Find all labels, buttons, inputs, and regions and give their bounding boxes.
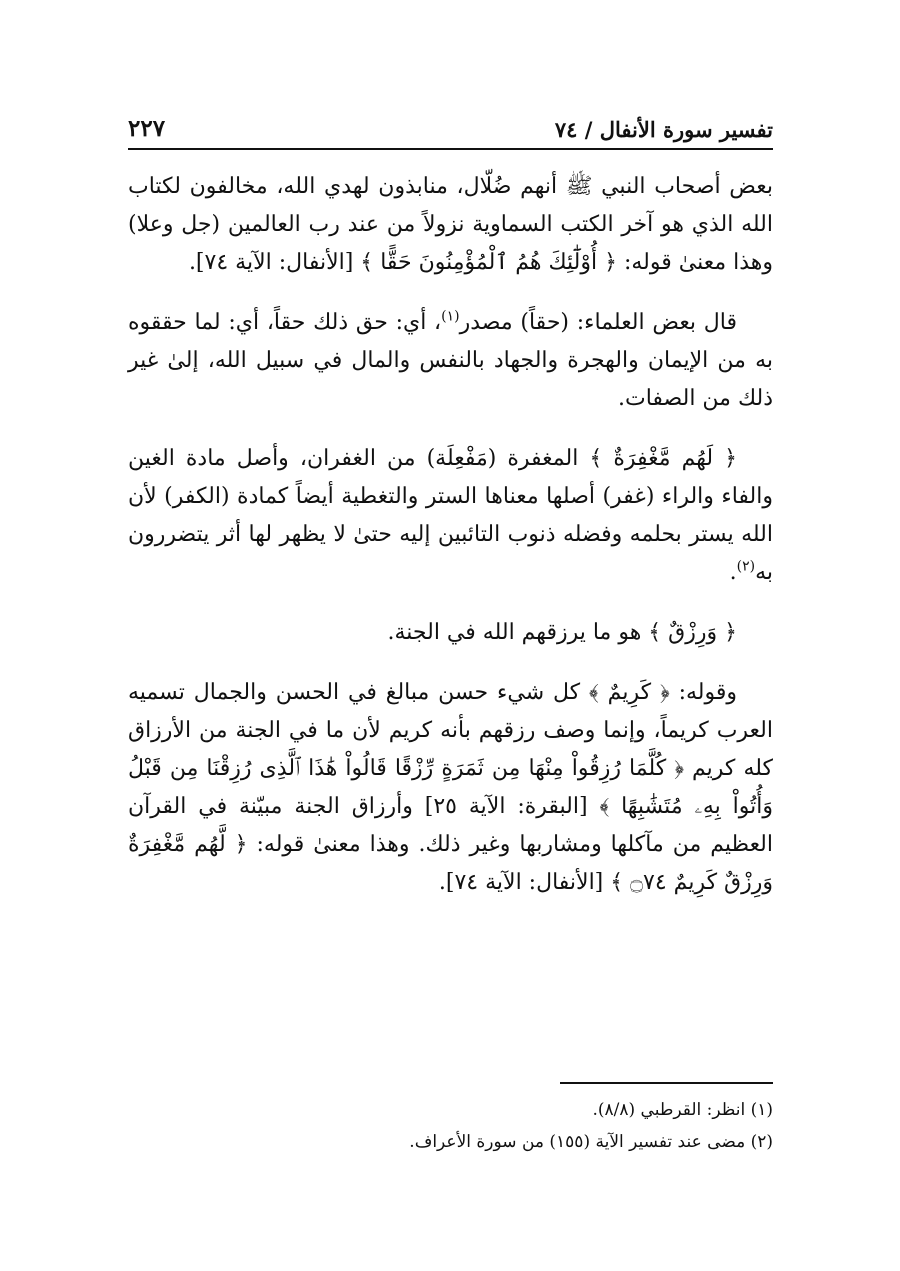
page-number: ٢٢٧ <box>128 115 166 142</box>
footnote-ref-2[interactable]: (٢) <box>736 558 756 575</box>
paragraph-3 <box>128 440 773 592</box>
paragraph-2-text-before: قال بعض العلماء: (حقاً) مصدر <box>459 310 737 335</box>
paragraph-2-text-after: ، أي: حق ذلك حقاً، أي: لما حققوه به من الإيمان والهجرة والجهاد بالنفس والمال في سبيل الله، إلىٰ غير ذلك من الصفات. <box>128 310 773 411</box>
header-title: تفسير سورة الأنفال / ٧٤ <box>554 117 773 142</box>
main-text <box>128 168 773 924</box>
paragraph-3-text-before: ﴿ لَهُم مَّغْفِرَةٌ ﴾ المغفرة (مَفْعِلَة) من الغفران، وأصل مادة الغين والفاء والراء (غفر) أصلها معناها الستر والتغطية أيضاً كمادة (الكفر) لأن الله يستر بحلمه وفضله ذنوب التائبين إليه حتىٰ لا يظهر لها أثر يتضررون به <box>128 446 773 585</box>
paragraph-3-text-after: . <box>729 560 737 585</box>
footnote-divider <box>560 1082 773 1084</box>
footnote-2: (٢) مضى عند تفسير الآية (١٥٥) من سورة الأعراف. <box>409 1132 773 1152</box>
paragraph-5: وقوله: ﴿ كَرِيمٌ ﴾ كل شيء حسن مبالغ في الحسن والجمال تسميه العرب كريماً، وإنما وصف رزقهم بأنه كريم لأن ما في الجنة من الأرزاق كله كريم ﴿ كُلَّمَا رُزِقُواْ مِنْهَا مِن ثَمَرَةٍ رِّزْقًا قَالُواْ هَٰذَا ٱلَّذِى رُزِقْنَا مِن قَبْلُ وَأُتُواْ بِهِۦ مُتَشَٰبِهًا ﴾ [البقرة: الآية ٢٥] وأرزاق الجنة مبيّنة في القرآن العظيم من مآكلها ومشاربها وغير ذلك. وهذا معنىٰ قوله: ﴿ لَّهُم مَّغْفِرَةٌ وَرِزْقٌ كَرِيمٌ ۝٧٤ ﴾ [الأنفال: الآية ٧٤]. <box>128 680 773 895</box>
running-header <box>128 108 773 142</box>
footnote-ref-1[interactable]: (١) <box>441 308 460 325</box>
paragraph-4: ﴿ وَرِزْقٌ ﴾ هو ما يرزقهم الله في الجنة. <box>387 620 737 645</box>
paragraph-2 <box>128 304 773 418</box>
footnote-1: (١) انظر: القرطبي (٨/٨). <box>592 1100 773 1120</box>
header-divider <box>128 148 773 150</box>
footnotes <box>128 1094 773 1158</box>
paragraph-1: بعض أصحاب النبي ﷺ أنهم ضُلّال، منابذون لهدي الله، مخالفون لكتاب الله الذي هو آخر الكتب السماوية نزولاً من عند رب العالمين (جل وعلا) وهذا معنىٰ قوله: ﴿ أُوْلَٰٓئِكَ هُمُ ٱلْمُؤْمِنُونَ حَقًّا ﴾ [الأنفال: الآية ٧٤]. <box>128 174 773 275</box>
